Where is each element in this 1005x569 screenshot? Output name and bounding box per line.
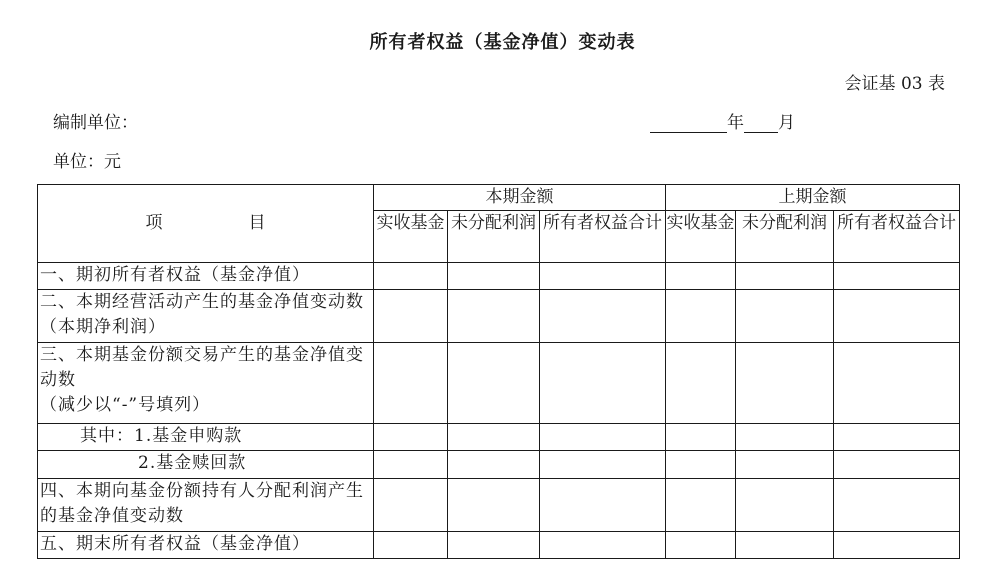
table-cell xyxy=(666,424,736,451)
unit-label: 单位：元 xyxy=(53,152,121,172)
col-undistributed-profit-prior: 未分配利润 xyxy=(736,211,834,263)
table-cell xyxy=(834,532,960,559)
table-cell xyxy=(834,343,960,424)
row-label: 二、本期经营活动产生的基金净值变动数（本期净利润） xyxy=(38,290,374,343)
table-cell xyxy=(666,451,736,479)
table-cell xyxy=(448,451,540,479)
org-label: 编制单位： xyxy=(53,113,138,133)
table-cell xyxy=(666,479,736,532)
table-cell xyxy=(834,424,960,451)
date-line xyxy=(650,108,795,133)
col-total-equity-prior: 所有者权益合计 xyxy=(834,211,960,263)
table-cell xyxy=(666,343,736,424)
table-cell xyxy=(540,263,666,290)
table-cell xyxy=(736,532,834,559)
table-cell xyxy=(540,424,666,451)
form-code: 会证基 03 表 xyxy=(844,74,945,94)
table-cell xyxy=(666,290,736,343)
col-paid-in-fund-prior: 实收基金 xyxy=(666,211,736,263)
current-period-header: 本期金额 xyxy=(374,185,666,211)
row-label-text: 三、本期基金份额交易产生的基金净值变动数 xyxy=(40,345,364,390)
table-cell xyxy=(374,290,448,343)
table-cell xyxy=(540,343,666,424)
table-row xyxy=(38,532,960,559)
table-cell xyxy=(374,263,448,290)
table-row xyxy=(38,263,960,290)
table-row xyxy=(38,479,960,532)
year-blank xyxy=(650,113,727,133)
table-cell xyxy=(540,290,666,343)
col-undistributed-profit: 未分配利润 xyxy=(448,211,540,263)
table-cell xyxy=(736,290,834,343)
year-label: 年 xyxy=(727,113,744,133)
month-blank xyxy=(744,113,778,133)
table-cell xyxy=(540,451,666,479)
table-cell xyxy=(374,451,448,479)
col-total-equity: 所有者权益合计 xyxy=(540,211,666,263)
row-label: 一、期初所有者权益（基金净值） xyxy=(38,263,374,290)
table-cell xyxy=(374,424,448,451)
table-cell xyxy=(448,263,540,290)
item-header-left: 项 xyxy=(145,213,163,233)
equity-change-table xyxy=(37,184,960,559)
table-cell xyxy=(540,532,666,559)
table-row xyxy=(38,424,960,451)
table-cell xyxy=(834,290,960,343)
table-cell xyxy=(374,343,448,424)
table-cell xyxy=(448,290,540,343)
page-title: 所有者权益（基金净值）变动表 xyxy=(369,32,636,53)
table-row xyxy=(38,290,960,343)
table-row xyxy=(38,343,960,424)
table-cell xyxy=(448,343,540,424)
table-cell xyxy=(736,479,834,532)
table-cell xyxy=(666,263,736,290)
row-label xyxy=(38,343,374,424)
table-cell xyxy=(834,479,960,532)
item-header-right: 目 xyxy=(248,213,266,233)
table-cell xyxy=(736,263,834,290)
table-cell xyxy=(834,263,960,290)
table-cell xyxy=(736,343,834,424)
month-label: 月 xyxy=(778,113,795,133)
table-cell xyxy=(736,451,834,479)
table-cell xyxy=(834,451,960,479)
row-label-note: （减少以“-”号填列） xyxy=(40,395,211,415)
table-cell xyxy=(448,532,540,559)
table-cell xyxy=(540,479,666,532)
row-label: 四、本期向基金份额持有人分配利润产生的基金净值变动数 xyxy=(38,479,374,532)
row-label: 其中：1.基金申购款 xyxy=(38,424,374,451)
table-cell xyxy=(374,532,448,559)
table-cell xyxy=(374,479,448,532)
row-label: 2.基金赎回款 xyxy=(38,451,374,479)
table-cell xyxy=(666,532,736,559)
item-column-header xyxy=(38,185,374,263)
table-cell xyxy=(736,424,834,451)
prior-period-header: 上期金额 xyxy=(666,185,960,211)
table-cell xyxy=(448,424,540,451)
col-paid-in-fund: 实收基金 xyxy=(374,211,448,263)
table-row xyxy=(38,451,960,479)
row-label: 五、期末所有者权益（基金净值） xyxy=(38,532,374,559)
table-cell xyxy=(448,479,540,532)
